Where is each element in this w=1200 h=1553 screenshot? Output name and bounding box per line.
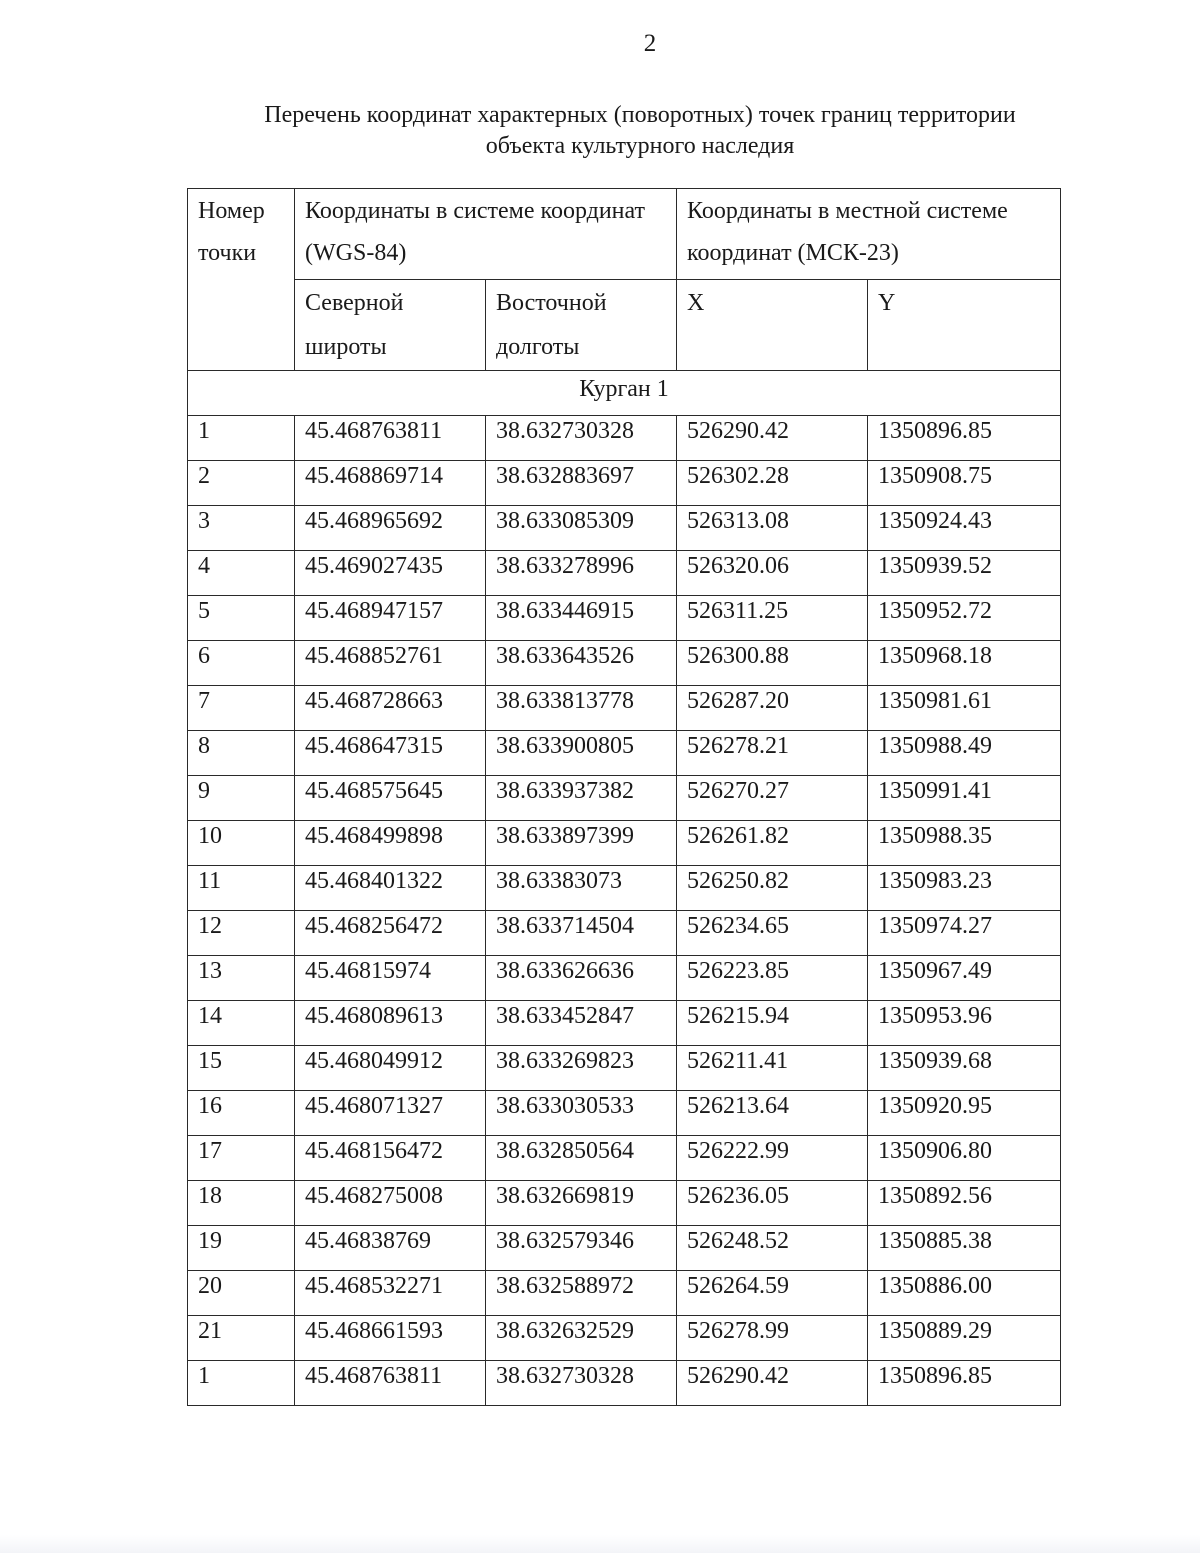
cell-point-number: 20 bbox=[188, 1271, 295, 1316]
header-east-longitude: Восточной долготы bbox=[486, 280, 677, 371]
table-row bbox=[188, 596, 1061, 641]
cell-north-latitude: 45.468499898 bbox=[295, 821, 486, 866]
document-title bbox=[180, 100, 1100, 162]
cell-north-latitude: 45.46838769 bbox=[295, 1226, 486, 1271]
cell-east-longitude: 38.632730328 bbox=[486, 416, 677, 461]
coordinates-table bbox=[187, 188, 1061, 1406]
cell-north-latitude: 45.468049912 bbox=[295, 1046, 486, 1091]
cell-east-longitude: 38.633937382 bbox=[486, 776, 677, 821]
cell-north-latitude: 45.468763811 bbox=[295, 416, 486, 461]
cell-point-number: 15 bbox=[188, 1046, 295, 1091]
header-north-latitude: Северной широты bbox=[295, 280, 486, 371]
cell-y: 1350981.61 bbox=[868, 686, 1061, 731]
title-line-1: Перечень координат характерных (поворотных) точек границ территории bbox=[264, 102, 1016, 128]
cell-x: 526270.27 bbox=[677, 776, 868, 821]
cell-point-number: 5 bbox=[188, 596, 295, 641]
cell-east-longitude: 38.632850564 bbox=[486, 1136, 677, 1181]
cell-north-latitude: 45.468728663 bbox=[295, 686, 486, 731]
cell-north-latitude: 45.469027435 bbox=[295, 551, 486, 596]
cell-north-latitude: 45.468401322 bbox=[295, 866, 486, 911]
cell-east-longitude: 38.632632529 bbox=[486, 1316, 677, 1361]
cell-x: 526222.99 bbox=[677, 1136, 868, 1181]
table-row bbox=[188, 956, 1061, 1001]
cell-y: 1350906.80 bbox=[868, 1136, 1061, 1181]
cell-y: 1350952.72 bbox=[868, 596, 1061, 641]
cell-north-latitude: 45.468763811 bbox=[295, 1361, 486, 1406]
table-row bbox=[188, 1181, 1061, 1226]
cell-x: 526250.82 bbox=[677, 866, 868, 911]
cell-north-latitude: 45.468647315 bbox=[295, 731, 486, 776]
cell-y: 1350924.43 bbox=[868, 506, 1061, 551]
table-row bbox=[188, 461, 1061, 506]
cell-x: 526234.65 bbox=[677, 911, 868, 956]
cell-east-longitude: 38.633030533 bbox=[486, 1091, 677, 1136]
cell-point-number: 9 bbox=[188, 776, 295, 821]
cell-x: 526215.94 bbox=[677, 1001, 868, 1046]
table-row bbox=[188, 1271, 1061, 1316]
table-row bbox=[188, 776, 1061, 821]
header-point-number: Номер точки bbox=[188, 189, 295, 371]
cell-east-longitude: 38.633452847 bbox=[486, 1001, 677, 1046]
cell-east-longitude: 38.633643526 bbox=[486, 641, 677, 686]
cell-y: 1350920.95 bbox=[868, 1091, 1061, 1136]
cell-east-longitude: 38.63383073 bbox=[486, 866, 677, 911]
cell-point-number: 18 bbox=[188, 1181, 295, 1226]
cell-x: 526300.88 bbox=[677, 641, 868, 686]
cell-east-longitude: 38.633813778 bbox=[486, 686, 677, 731]
table-row bbox=[188, 1316, 1061, 1361]
cell-east-longitude: 38.633714504 bbox=[486, 911, 677, 956]
cell-north-latitude: 45.46815974 bbox=[295, 956, 486, 1001]
cell-y: 1350939.52 bbox=[868, 551, 1061, 596]
cell-point-number: 17 bbox=[188, 1136, 295, 1181]
table-row bbox=[188, 1361, 1061, 1406]
cell-north-latitude: 45.468275008 bbox=[295, 1181, 486, 1226]
cell-x: 526278.99 bbox=[677, 1316, 868, 1361]
cell-north-latitude: 45.468661593 bbox=[295, 1316, 486, 1361]
table-row bbox=[188, 731, 1061, 776]
cell-x: 526211.41 bbox=[677, 1046, 868, 1091]
header-x: X bbox=[677, 280, 868, 371]
cell-x: 526236.05 bbox=[677, 1181, 868, 1226]
cell-y: 1350896.85 bbox=[868, 1361, 1061, 1406]
table-row bbox=[188, 821, 1061, 866]
table-row bbox=[188, 551, 1061, 596]
title-line-2: объекта культурного наследия bbox=[485, 133, 795, 159]
cell-x: 526287.20 bbox=[677, 686, 868, 731]
cell-north-latitude: 45.468256472 bbox=[295, 911, 486, 956]
cell-east-longitude: 38.633626636 bbox=[486, 956, 677, 1001]
cell-y: 1350908.75 bbox=[868, 461, 1061, 506]
cell-north-latitude: 45.468532271 bbox=[295, 1271, 486, 1316]
header-row-2 bbox=[188, 280, 1061, 371]
header-y: Y bbox=[868, 280, 1061, 371]
cell-x: 526248.52 bbox=[677, 1226, 868, 1271]
cell-north-latitude: 45.468575645 bbox=[295, 776, 486, 821]
cell-point-number: 6 bbox=[188, 641, 295, 686]
cell-point-number: 13 bbox=[188, 956, 295, 1001]
cell-point-number: 1 bbox=[188, 1361, 295, 1406]
table-row bbox=[188, 686, 1061, 731]
cell-east-longitude: 38.633269823 bbox=[486, 1046, 677, 1091]
table-row bbox=[188, 866, 1061, 911]
cell-point-number: 7 bbox=[188, 686, 295, 731]
cell-point-number: 8 bbox=[188, 731, 295, 776]
cell-north-latitude: 45.468852761 bbox=[295, 641, 486, 686]
table-row bbox=[188, 1001, 1061, 1046]
cell-y: 1350974.27 bbox=[868, 911, 1061, 956]
cell-east-longitude: 38.633085309 bbox=[486, 506, 677, 551]
cell-point-number: 19 bbox=[188, 1226, 295, 1271]
cell-x: 526320.06 bbox=[677, 551, 868, 596]
cell-point-number: 1 bbox=[188, 416, 295, 461]
cell-point-number: 3 bbox=[188, 506, 295, 551]
cell-x: 526264.59 bbox=[677, 1271, 868, 1316]
cell-x: 526261.82 bbox=[677, 821, 868, 866]
cell-east-longitude: 38.633278996 bbox=[486, 551, 677, 596]
cell-east-longitude: 38.633897399 bbox=[486, 821, 677, 866]
cell-north-latitude: 45.468947157 bbox=[295, 596, 486, 641]
cell-y: 1350939.68 bbox=[868, 1046, 1061, 1091]
cell-east-longitude: 38.632730328 bbox=[486, 1361, 677, 1406]
table-row bbox=[188, 1091, 1061, 1136]
cell-x: 526290.42 bbox=[677, 1361, 868, 1406]
cell-x: 526290.42 bbox=[677, 416, 868, 461]
cell-east-longitude: 38.633900805 bbox=[486, 731, 677, 776]
table-row bbox=[188, 641, 1061, 686]
table-row bbox=[188, 911, 1061, 956]
cell-north-latitude: 45.468965692 bbox=[295, 506, 486, 551]
cell-x: 526223.85 bbox=[677, 956, 868, 1001]
cell-y: 1350967.49 bbox=[868, 956, 1061, 1001]
cell-point-number: 14 bbox=[188, 1001, 295, 1046]
cell-y: 1350991.41 bbox=[868, 776, 1061, 821]
header-row-1 bbox=[188, 189, 1061, 280]
cell-east-longitude: 38.633446915 bbox=[486, 596, 677, 641]
cell-x: 526313.08 bbox=[677, 506, 868, 551]
cell-east-longitude: 38.632588972 bbox=[486, 1271, 677, 1316]
cell-x: 526213.64 bbox=[677, 1091, 868, 1136]
cell-y: 1350892.56 bbox=[868, 1181, 1061, 1226]
cell-point-number: 11 bbox=[188, 866, 295, 911]
header-msk23: Координаты в местной системе координат (МСК-23) bbox=[677, 189, 1061, 280]
scan-edge bbox=[0, 1535, 1200, 1553]
table-row bbox=[188, 1226, 1061, 1271]
cell-y: 1350889.29 bbox=[868, 1316, 1061, 1361]
cell-north-latitude: 45.468071327 bbox=[295, 1091, 486, 1136]
cell-point-number: 12 bbox=[188, 911, 295, 956]
cell-x: 526278.21 bbox=[677, 731, 868, 776]
cell-north-latitude: 45.468156472 bbox=[295, 1136, 486, 1181]
section-title: Курган 1 bbox=[188, 371, 1061, 416]
cell-x: 526311.25 bbox=[677, 596, 868, 641]
cell-point-number: 4 bbox=[188, 551, 295, 596]
section-row bbox=[188, 371, 1061, 416]
page-number: 2 bbox=[643, 30, 657, 57]
cell-y: 1350988.35 bbox=[868, 821, 1061, 866]
cell-point-number: 16 bbox=[188, 1091, 295, 1136]
cell-east-longitude: 38.632669819 bbox=[486, 1181, 677, 1226]
table-row bbox=[188, 1136, 1061, 1181]
cell-y: 1350968.18 bbox=[868, 641, 1061, 686]
cell-y: 1350953.96 bbox=[868, 1001, 1061, 1046]
cell-point-number: 2 bbox=[188, 461, 295, 506]
header-wgs84: Координаты в системе координат (WGS-84) bbox=[295, 189, 677, 280]
table-row bbox=[188, 1046, 1061, 1091]
cell-x: 526302.28 bbox=[677, 461, 868, 506]
cell-north-latitude: 45.468089613 bbox=[295, 1001, 486, 1046]
cell-y: 1350896.85 bbox=[868, 416, 1061, 461]
cell-y: 1350988.49 bbox=[868, 731, 1061, 776]
cell-point-number: 10 bbox=[188, 821, 295, 866]
cell-y: 1350885.38 bbox=[868, 1226, 1061, 1271]
table-row bbox=[188, 506, 1061, 551]
cell-east-longitude: 38.632883697 bbox=[486, 461, 677, 506]
cell-north-latitude: 45.468869714 bbox=[295, 461, 486, 506]
table-row bbox=[188, 416, 1061, 461]
cell-y: 1350886.00 bbox=[868, 1271, 1061, 1316]
cell-east-longitude: 38.632579346 bbox=[486, 1226, 677, 1271]
cell-y: 1350983.23 bbox=[868, 866, 1061, 911]
cell-point-number: 21 bbox=[188, 1316, 295, 1361]
